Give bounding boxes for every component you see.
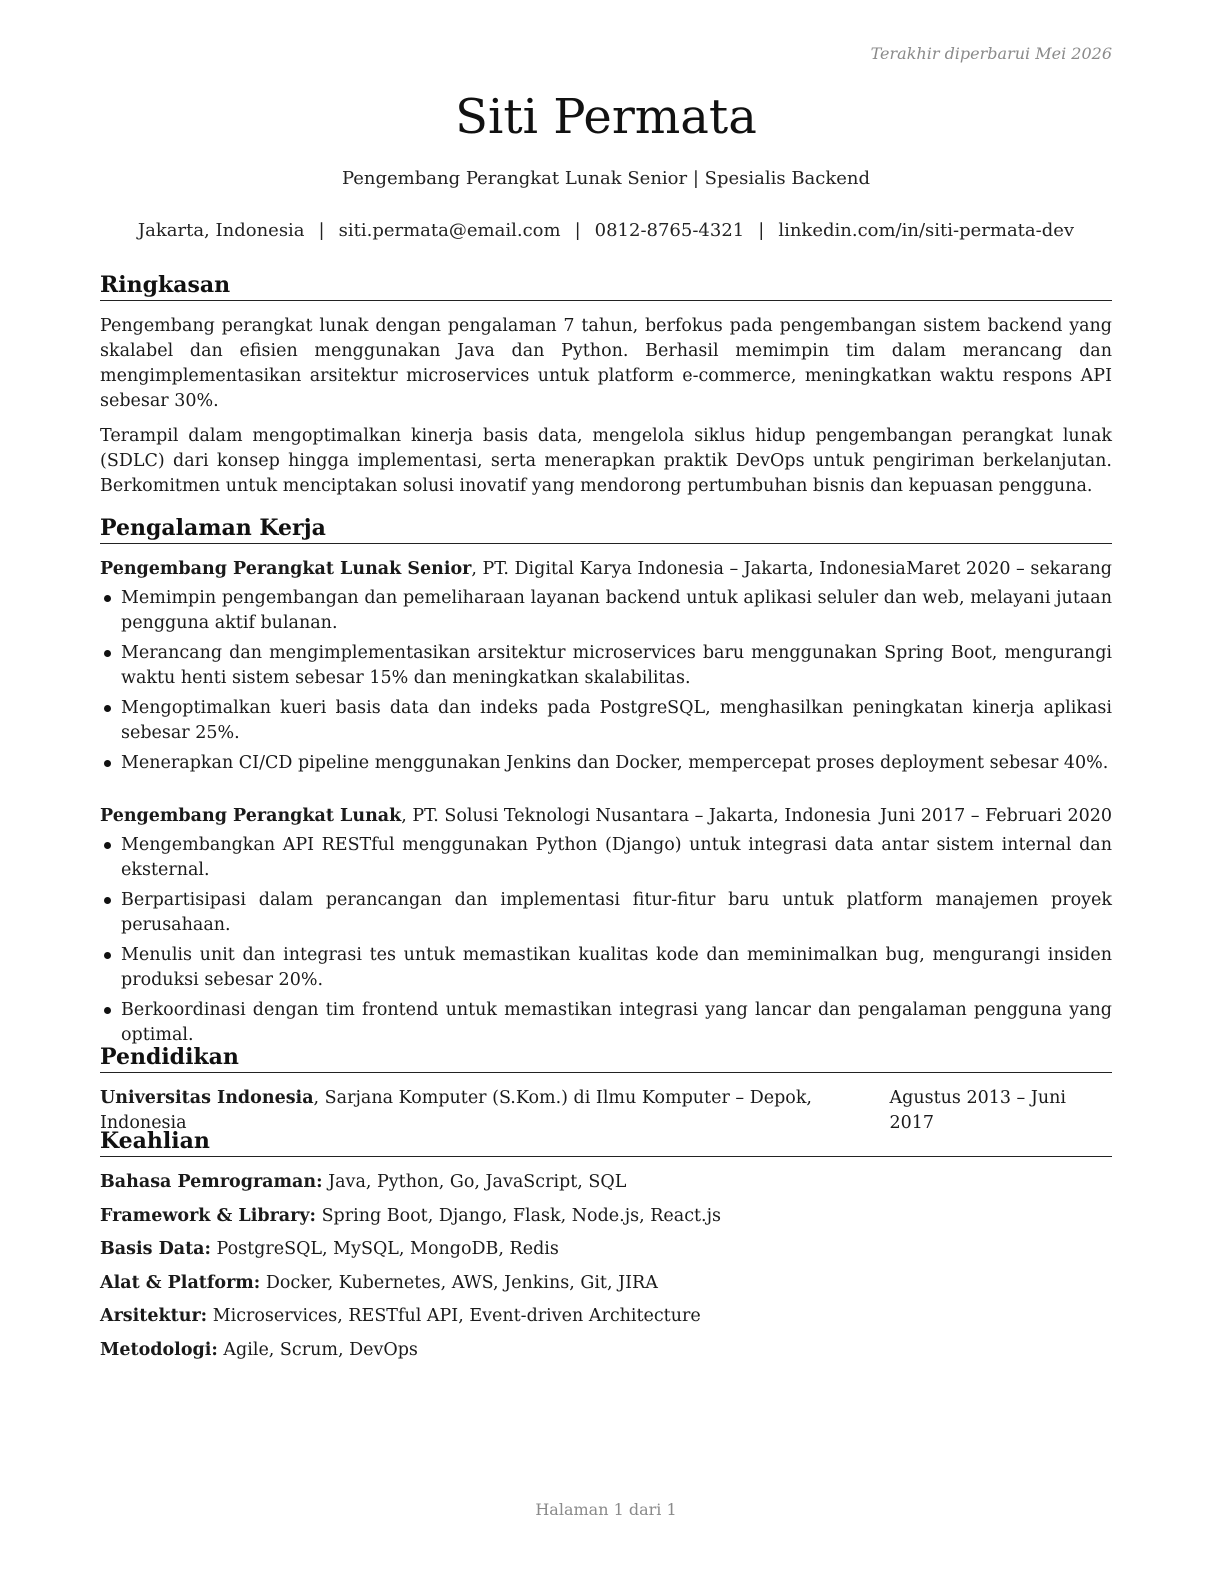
- skill-value: Agile, Scrum, DevOps: [217, 1339, 418, 1360]
- skill-label: Basis Data:: [100, 1239, 211, 1259]
- job-bullet: Berpartisipasi dalam perancangan dan implementasi fitur-fitur baru untuk platform manajemen proyek perusahaan.: [100, 888, 1112, 938]
- contact-separator: |: [758, 220, 765, 241]
- job-bullet: Memimpin pengembangan dan pemeliharaan layanan backend untuk aplikasi seluler dan web, melayani jutaan pengguna aktif bulanan.: [100, 586, 1112, 636]
- job-header: [100, 804, 1112, 829]
- skill-value: Docker, Kubernetes, AWS, Jenkins, Git, JIRA: [260, 1272, 658, 1293]
- skill-row: [100, 1271, 1112, 1296]
- job-company: , PT. Solusi Teknologi Nusantara – Jakarta, Indonesia: [401, 806, 871, 826]
- skill-row: [100, 1304, 1112, 1329]
- candidate-name: Siti Permata: [455, 89, 757, 145]
- resume-page: [100, 0, 1112, 1584]
- skill-value: Spring Boot, Django, Flask, Node.js, React.js: [316, 1205, 722, 1226]
- job-header: [100, 557, 1112, 582]
- job-bullet: Menerapkan CI/CD pipeline menggunakan Jenkins dan Docker, mempercepat proses deployment sebesar 40%.: [100, 751, 1112, 776]
- job-title-line: [100, 557, 906, 582]
- job-bullets: [100, 833, 1112, 1048]
- job-company: , PT. Digital Karya Indonesia – Jakarta, Indonesia: [471, 559, 906, 579]
- job-entry: [100, 804, 1112, 1053]
- job-bullet: Menulis unit dan integrasi tes untuk memastikan kualitas kode dan meminimalkan bug, mengurangi insiden produksi sebesar 20%.: [100, 943, 1112, 993]
- contact-separator: |: [318, 220, 325, 241]
- skill-value: Java, Python, Go, JavaScript, SQL: [322, 1172, 627, 1192]
- section-title-skills: Keahlian: [100, 1126, 1112, 1157]
- skill-row: [100, 1338, 1112, 1363]
- candidate-headline: Pengembang Perangkat Lunak Senior | Spesialis Backend: [341, 168, 871, 189]
- section-title-experience: Pengalaman Kerja: [100, 513, 1112, 544]
- summary-paragraph: Pengembang perangkat lunak dengan pengalaman 7 tahun, berfokus pada pengembangan sistem backend yang skalabel dan efisien menggunakan Java dan Python. Berhasil memimpin tim dalam merancang dan mengimplementasikan arsitektur microservices untuk platform e-commerce, meningkatkan waktu respons API sebesar 30%.: [100, 316, 1112, 411]
- job-role: Pengembang Perangkat Lunak: [100, 806, 402, 826]
- skill-value: PostgreSQL, MySQL, MongoDB, Redis: [210, 1239, 559, 1259]
- contact-location: Jakarta, Indonesia: [137, 220, 305, 241]
- skill-row: [100, 1204, 1112, 1229]
- job-bullet: Merancang dan mengimplementasikan arsitektur microservices baru menggunakan Spring Boot, mengurangi waktu henti sistem sebesar 15% dan meningkatkan skalabilitas.: [100, 641, 1112, 691]
- skill-label: Metodologi:: [100, 1339, 218, 1360]
- education-dates: Agustus 2013 – Juni 2017: [889, 1088, 1067, 1133]
- summary-block: [100, 314, 1112, 509]
- contact-email[interactable]: siti.permata@email.com: [338, 220, 561, 241]
- job-bullet: Mengembangkan API RESTful menggunakan Python (Django) untuk integrasi data antar sistem internal dan eksternal.: [100, 833, 1112, 883]
- job-dates: Juni 2017 – Februari 2020: [879, 806, 1112, 826]
- skill-row: [100, 1170, 1112, 1195]
- last-updated-note: Terakhir diperbarui Mei 2026: [870, 44, 1112, 63]
- education-detail: , Sarjana Komputer (S.Kom.) di Ilmu Komputer – Depok, Indonesia: [100, 1088, 812, 1133]
- summary-paragraph: Terampil dalam mengoptimalkan kinerja basis data, mengelola siklus hidup pengembangan perangkat lunak (SDLC) dari konsep hingga implementasi, serta menerapkan praktik DevOps untuk pengiriman berkelanjutan. Berkomitmen untuk menciptakan solusi inovatif yang mendorong pertumbuhan bisnis dan kepuasan pengguna.: [100, 426, 1112, 496]
- job-dates: Maret 2020 – sekarang: [906, 559, 1112, 579]
- job-role: Pengembang Perangkat Lunak Senior: [100, 559, 472, 579]
- contact-phone[interactable]: 0812-8765-4321: [594, 220, 745, 241]
- skill-label: Alat & Platform:: [100, 1272, 261, 1293]
- skill-label: Framework & Library:: [100, 1205, 316, 1226]
- job-bullet: Mengoptimalkan kueri basis data dan indeks pada PostgreSQL, menghasilkan peningkatan kinerja aplikasi sebesar 25%.: [100, 696, 1112, 746]
- skill-row: [100, 1237, 1112, 1262]
- skill-value: Microservices, RESTful API, Event-driven Architecture: [207, 1306, 701, 1326]
- skills-list: [100, 1170, 1112, 1371]
- job-bullets: [100, 586, 1112, 776]
- job-bullet: Berkoordinasi dengan tim frontend untuk memastikan integrasi yang lancar dan pengalaman pengguna yang optimal.: [100, 998, 1112, 1048]
- job-entry: [100, 557, 1112, 781]
- section-title-summary: Ringkasan: [100, 270, 1112, 301]
- page-number: Halaman 1 dari 1: [535, 1500, 677, 1519]
- contact-linkedin[interactable]: linkedin.com/in/siti-permata-dev: [778, 220, 1075, 241]
- job-title-line: [100, 804, 871, 829]
- contact-separator: |: [574, 220, 581, 241]
- skill-label: Bahasa Pemrograman:: [100, 1172, 323, 1192]
- education-school: Universitas Indonesia: [100, 1088, 314, 1108]
- contact-line: [100, 220, 1112, 241]
- skill-label: Arsitektur:: [100, 1306, 208, 1326]
- section-title-education: Pendidikan: [100, 1042, 1112, 1073]
